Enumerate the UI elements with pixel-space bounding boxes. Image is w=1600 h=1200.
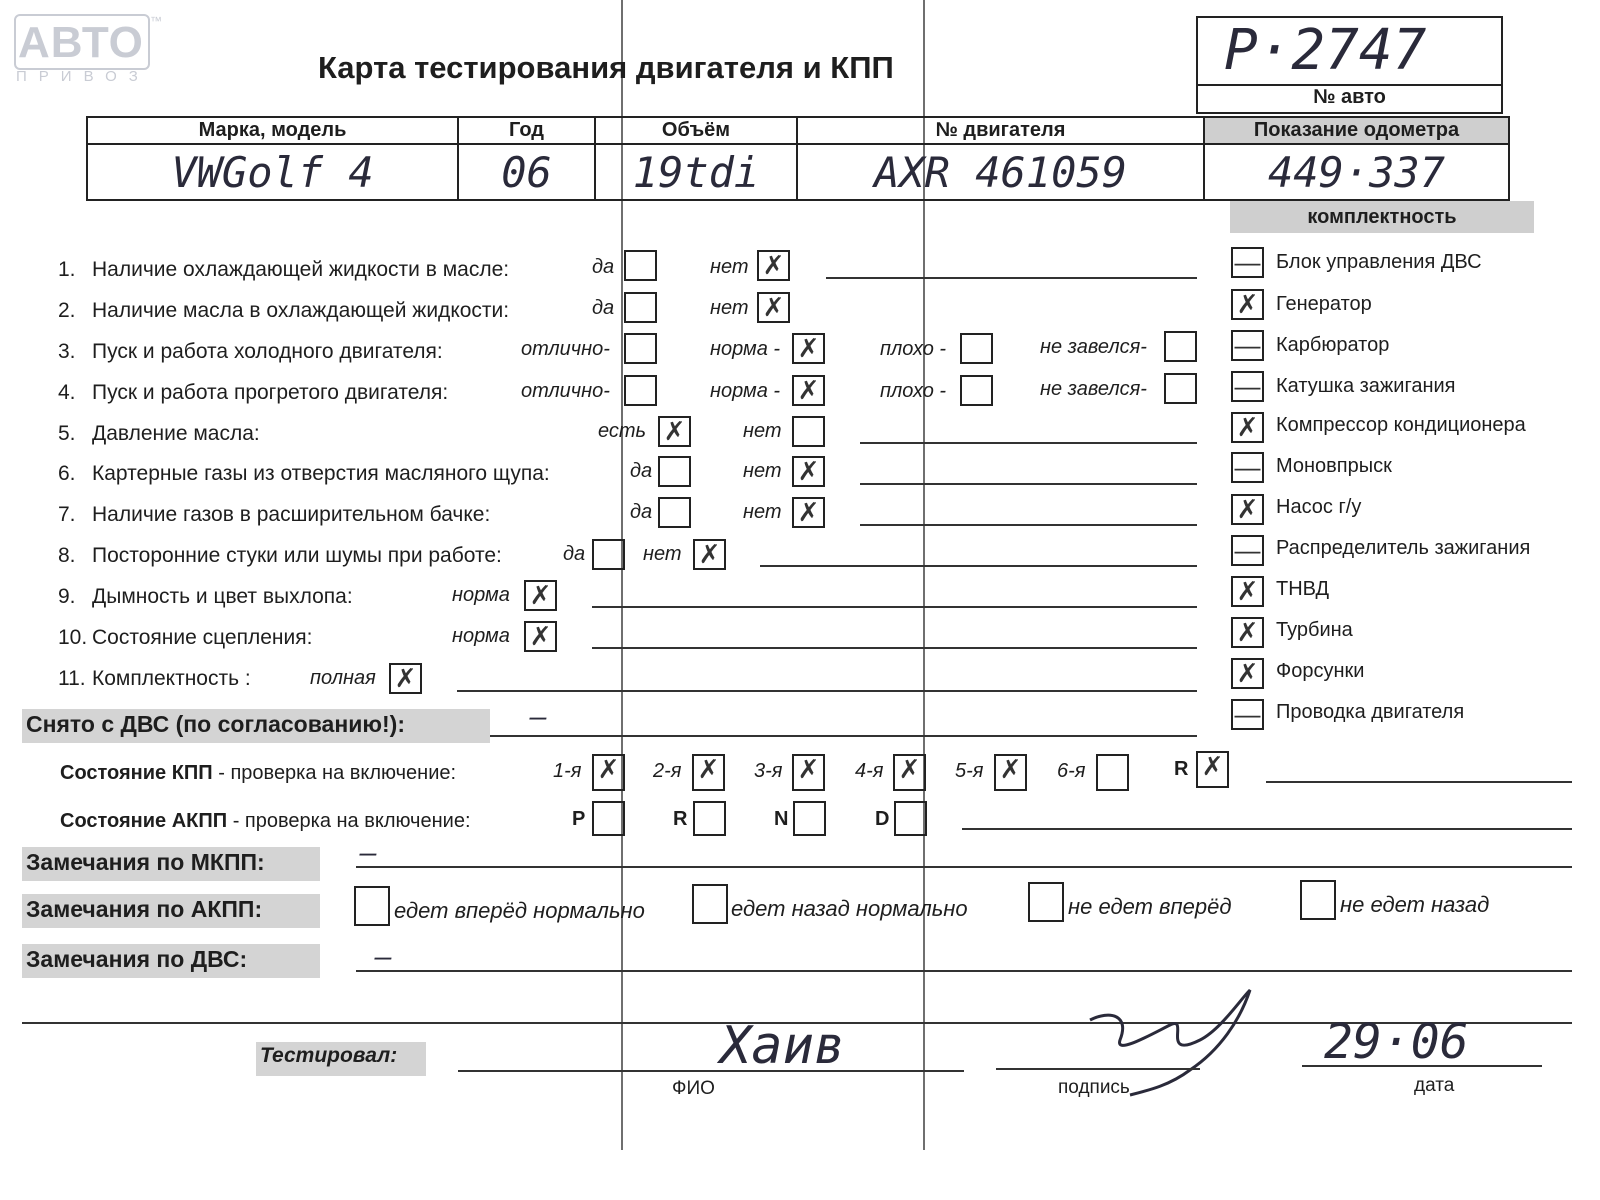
q4-opt-nostart-label: не завелся-	[1040, 378, 1147, 400]
header-col-engine-no: № двигателя	[797, 117, 1204, 144]
q7-opt-yes-checkbox[interactable]	[658, 497, 691, 528]
q2-opt-yes-label: да	[592, 297, 615, 319]
fio-value: Хаив	[720, 1016, 846, 1076]
q4-opt-excellent-label: отлично-	[521, 380, 610, 402]
kompl-distributor-label: Распределитель зажигания	[1276, 537, 1531, 559]
removed-value: —	[530, 700, 547, 733]
akpp-r-label: R	[673, 808, 688, 830]
remarks-akpp-label: Замечания по АКПП:	[22, 894, 320, 928]
q10-number: 10.	[58, 626, 88, 649]
q7-opt-no-label: нет	[743, 501, 782, 523]
date-caption: дата	[1414, 1075, 1455, 1096]
q6-number: 6.	[58, 462, 76, 485]
avto-privoz-logo	[14, 14, 162, 86]
q11-notes-line	[457, 690, 1197, 692]
q1-opt-no-label: нет	[710, 256, 749, 278]
q9-number: 9.	[58, 585, 76, 608]
kompl-ecu-checkbox[interactable]: —	[1231, 247, 1264, 278]
kpp-label-rest: - проверка на включение:	[212, 762, 457, 784]
plate-box	[1196, 16, 1503, 114]
q8-opt-yes-checkbox[interactable]	[592, 539, 625, 570]
vehicle-header-table	[86, 116, 1510, 201]
q7-text: Наличие газов в расширительном бачке:	[92, 503, 491, 526]
q2-opt-no-checkbox[interactable]: ✗	[757, 292, 790, 323]
logo-sub-text: ПРИВОЗ	[16, 68, 150, 85]
q1-text: Наличие охлаждающей жидкости в масле:	[92, 258, 510, 281]
q6-opt-yes-label: да	[630, 460, 653, 482]
akpp-n-label: N	[774, 808, 789, 830]
q4-opt-normal-checkbox[interactable]: ✗	[792, 375, 825, 406]
akpp-back-ok-checkbox[interactable]	[692, 884, 728, 924]
gear-6-label: 6-я	[1057, 760, 1086, 782]
q9-notes-line	[592, 606, 1197, 608]
gear-1-checkbox[interactable]: ✗	[592, 754, 625, 791]
q3-opt-bad-checkbox[interactable]	[960, 333, 993, 364]
q7-opt-no-checkbox[interactable]: ✗	[792, 497, 825, 528]
q7-opt-yes-label: да	[630, 501, 653, 523]
akpp-n-checkbox[interactable]	[793, 801, 826, 836]
kompl-injection-pump-checkbox[interactable]: ✗	[1231, 576, 1264, 607]
q3-opt-excellent-label: отлично-	[521, 338, 610, 360]
kompl-carburetor-label: Карбюратор	[1276, 334, 1390, 356]
plate-number: P·2747	[1224, 18, 1427, 83]
akpp-back-ok-label: едет назад нормально	[731, 896, 968, 921]
plate-label: № авто	[1313, 86, 1386, 108]
gear-2-label: 2-я	[653, 760, 682, 782]
q5-text: Давление масла:	[92, 422, 260, 445]
gear-4-label: 4-я	[855, 760, 884, 782]
remarks-dvs-line	[356, 970, 1572, 972]
q11-text: Комплектность :	[92, 667, 251, 690]
kompl-injectors-label: Форсунки	[1276, 660, 1365, 682]
kompl-ps-pump-label: Насос г/у	[1276, 496, 1362, 518]
kompl-monoinjection-checkbox[interactable]: —	[1231, 452, 1264, 483]
kompl-wiring-label: Проводка двигателя	[1276, 701, 1465, 723]
q10-text: Состояние сцепления:	[92, 626, 313, 649]
remarks-dvs-value: —	[375, 940, 392, 973]
q8-opt-no-checkbox[interactable]: ✗	[693, 539, 726, 570]
akpp-label	[60, 810, 471, 833]
q1-opt-no-checkbox[interactable]: ✗	[757, 250, 790, 281]
kompl-ac-compressor-label: Компрессор кондиционера	[1276, 414, 1526, 436]
logo-main-text: АВТО	[18, 18, 144, 67]
q8-text: Посторонние стуки или шумы при работе:	[92, 544, 502, 567]
kompl-ignition-coil-label: Катушка зажигания	[1276, 375, 1456, 397]
akpp-label-bold: Состояние АКПП	[60, 810, 228, 832]
kompl-ecu-label: Блок управления ДВС	[1276, 251, 1482, 273]
kpp-label	[60, 762, 456, 785]
kompl-distributor-checkbox[interactable]: —	[1231, 535, 1264, 566]
q4-opt-normal-label: норма -	[710, 380, 781, 402]
value-model: VWGolf 4	[87, 144, 458, 200]
kompl-generator-label: Генератор	[1276, 293, 1372, 315]
q4-number: 4.	[58, 381, 76, 404]
q11-opt-full-label: полная	[310, 667, 376, 689]
gear-5-label: 5-я	[955, 760, 984, 782]
q1-number: 1.	[58, 258, 76, 281]
q2-number: 2.	[58, 299, 76, 322]
q5-opt-no-checkbox[interactable]	[792, 416, 825, 447]
akpp-label-rest: - проверка на включение:	[227, 810, 471, 832]
signature-caption: подпись	[1058, 1077, 1130, 1098]
q2-opt-yes-checkbox[interactable]	[624, 292, 657, 323]
removed-label: Снято с ДВС (по согласованию!):	[22, 709, 490, 743]
q10-opt-normal-label: норма	[452, 625, 510, 647]
kompl-turbo-label: Турбина	[1276, 619, 1353, 641]
q8-notes-line	[760, 565, 1197, 567]
q10-opt-normal-checkbox[interactable]: ✗	[524, 621, 557, 652]
q5-opt-yes-checkbox[interactable]: ✗	[658, 416, 691, 447]
akpp-no-back-checkbox[interactable]	[1300, 880, 1336, 920]
q11-number: 11.	[58, 667, 86, 690]
kpp-notes-line	[1266, 781, 1572, 783]
signature-line	[996, 1068, 1200, 1070]
q3-text: Пуск и работа холодного двигателя:	[92, 340, 443, 363]
q11-opt-full-checkbox[interactable]: ✗	[389, 663, 422, 694]
gear-6-checkbox[interactable]	[1096, 754, 1129, 791]
gear-2-checkbox[interactable]: ✗	[692, 754, 725, 791]
q7-notes-line	[860, 524, 1197, 526]
gear-5-checkbox[interactable]: ✗	[994, 754, 1027, 791]
akpp-fwd-ok-label: едет вперёд нормально	[394, 898, 645, 923]
akpp-fwd-ok-checkbox[interactable]	[354, 886, 390, 926]
q3-opt-bad-label: плохо -	[880, 338, 947, 360]
q8-opt-no-label: нет	[643, 543, 682, 565]
q4-opt-bad-label: плохо -	[880, 380, 947, 402]
q3-opt-nostart-checkbox[interactable]	[1164, 331, 1197, 362]
q3-number: 3.	[58, 340, 76, 363]
header-col-volume: Объём	[595, 117, 797, 144]
q4-opt-nostart-checkbox[interactable]	[1164, 373, 1197, 404]
kpp-label-bold: Состояние КПП	[60, 762, 213, 784]
akpp-notes-line	[962, 828, 1572, 830]
remarks-mkpp-line	[356, 866, 1572, 868]
kompl-ignition-coil-checkbox[interactable]: —	[1231, 371, 1264, 402]
q6-opt-yes-checkbox[interactable]	[658, 456, 691, 487]
q6-notes-line	[860, 483, 1197, 485]
remarks-dvs-label: Замечания по ДВС:	[22, 944, 320, 978]
kompl-wiring-checkbox[interactable]: —	[1231, 699, 1264, 730]
kompl-monoinjection-label: Моновпрыск	[1276, 455, 1392, 477]
q7-number: 7.	[58, 503, 76, 526]
kompl-carburetor-checkbox[interactable]: —	[1231, 330, 1264, 361]
q3-opt-nostart-label: не завелся-	[1040, 336, 1147, 358]
akpp-p-label: P	[572, 808, 586, 830]
q4-opt-bad-checkbox[interactable]	[960, 375, 993, 406]
q10-notes-line	[592, 647, 1197, 649]
q8-opt-yes-label: да	[563, 543, 586, 565]
q3-opt-normal-label: норма -	[710, 338, 781, 360]
q4-text: Пуск и работа прогретого двигателя:	[92, 381, 449, 404]
date-value: 29·06	[1324, 1014, 1469, 1070]
q5-number: 5.	[58, 422, 76, 445]
gear-3-label: 3-я	[754, 760, 783, 782]
page-title: Карта тестирования двигателя и КПП	[318, 50, 894, 85]
value-volume: 19tdi	[595, 144, 797, 200]
q5-opt-no-label: нет	[743, 420, 782, 442]
remarks-mkpp-value: —	[360, 836, 377, 869]
q2-text: Наличие масла в охлаждающей жидкости:	[92, 299, 510, 322]
q9-opt-normal-checkbox[interactable]: ✗	[524, 580, 557, 611]
akpp-no-fwd-checkbox[interactable]	[1028, 882, 1064, 922]
q1-opt-yes-checkbox[interactable]	[624, 250, 657, 281]
q6-opt-no-label: нет	[743, 460, 782, 482]
logo-trademark: ™	[150, 14, 162, 28]
q5-notes-line	[860, 442, 1197, 444]
q4-opt-excellent-checkbox[interactable]	[624, 375, 657, 406]
remarks-mkpp-label: Замечания по МКПП:	[22, 847, 320, 881]
fio-line	[458, 1070, 964, 1072]
komplektnost-title: комплектность	[1230, 201, 1534, 233]
akpp-d-label: D	[875, 808, 890, 830]
removed-line	[490, 735, 1197, 737]
kompl-ac-compressor-checkbox[interactable]: ✗	[1231, 412, 1264, 443]
kompl-generator-checkbox[interactable]: ✗	[1231, 289, 1264, 320]
value-odometer: 449·337	[1204, 144, 1509, 200]
value-year: 06	[458, 144, 595, 200]
gear-4-checkbox[interactable]: ✗	[893, 754, 926, 791]
kompl-injection-pump-label: ТНВД	[1276, 578, 1330, 600]
q5-opt-yes-label: есть	[598, 420, 647, 442]
akpp-r-checkbox[interactable]	[693, 801, 726, 836]
kompl-turbo-checkbox[interactable]: ✗	[1231, 617, 1264, 648]
gear-1-label: 1-я	[553, 760, 582, 782]
gear-3-checkbox[interactable]: ✗	[792, 754, 825, 791]
q3-opt-normal-checkbox[interactable]: ✗	[792, 333, 825, 364]
q9-text: Дымность и цвет выхлопа:	[92, 585, 353, 608]
header-col-model: Марка, модель	[87, 117, 458, 144]
q1-opt-yes-label: да	[592, 256, 615, 278]
gear-r-label: R	[1174, 758, 1189, 780]
q8-number: 8.	[58, 544, 76, 567]
header-col-year: Год	[458, 117, 595, 144]
q2-opt-no-label: нет	[710, 297, 749, 319]
date-line	[1302, 1065, 1542, 1067]
kompl-ps-pump-checkbox[interactable]: ✗	[1231, 494, 1264, 525]
q6-text: Картерные газы из отверстия масляного щупа:	[92, 462, 550, 485]
q6-opt-no-checkbox[interactable]: ✗	[792, 456, 825, 487]
akpp-p-checkbox[interactable]	[592, 801, 625, 836]
akpp-d-checkbox[interactable]	[894, 801, 927, 836]
fio-caption: ФИО	[672, 1078, 715, 1099]
q1-notes-line	[826, 277, 1197, 279]
gear-r-checkbox[interactable]: ✗	[1196, 751, 1229, 788]
kompl-injectors-checkbox[interactable]: ✗	[1231, 658, 1264, 689]
tested-by-label: Тестировал:	[256, 1042, 426, 1076]
q9-opt-normal-label: норма	[452, 584, 510, 606]
q3-opt-excellent-checkbox[interactable]	[624, 333, 657, 364]
akpp-no-back-label: не едет назад	[1340, 892, 1490, 917]
value-engine-no: AXR 461059	[797, 144, 1204, 200]
akpp-no-fwd-label: не едет вперёд	[1068, 894, 1232, 919]
header-col-odometer: Показание одометра	[1204, 117, 1509, 144]
